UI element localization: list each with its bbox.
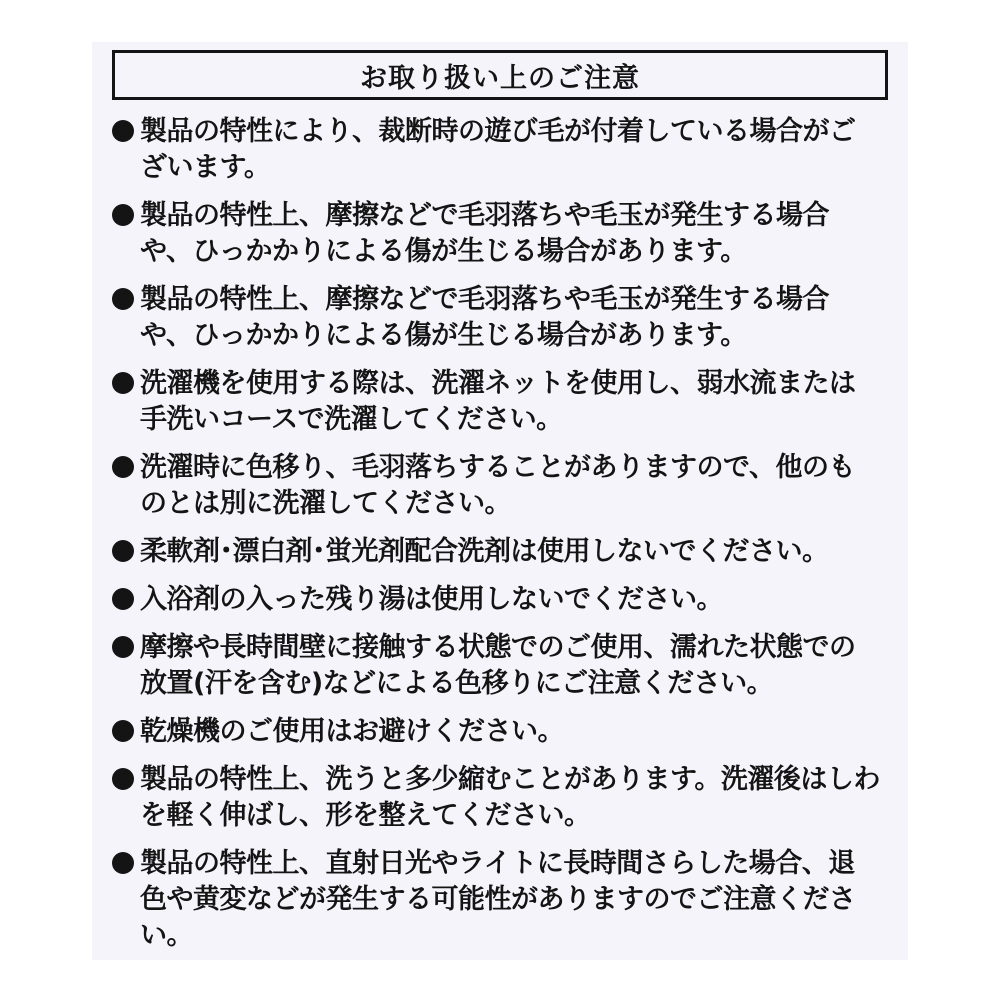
notice-text: 製品の特性上、洗うと多少縮むことがあります。洗濯後はしわを軽く伸ばし、形を整えてください。: [140, 764, 880, 831]
list-item: [112, 714, 888, 750]
list-item: [112, 282, 888, 354]
bullet-icon: [112, 372, 134, 394]
list-item: [112, 534, 888, 570]
bullet-icon: [112, 456, 134, 478]
list-item: [112, 582, 888, 618]
notice-text: 製品の特性上、摩擦などで毛羽落ちや毛玉が発生する場合や、ひっかかりによる傷が生じる場合があります。: [140, 284, 829, 351]
bullet-icon: [112, 540, 134, 562]
list-item: [112, 114, 888, 186]
notice-list: [112, 114, 888, 954]
page-title: お取り扱い上のご注意: [360, 62, 640, 94]
bullet-icon: [112, 120, 134, 142]
notice-text: 製品の特性上、直射日光やライトに長時間さらした場合、退色や黄変などが発生する可能性がありますのでご注意ください。: [140, 848, 856, 951]
notice-text: 乾燥機のご使用はお避けください。: [140, 716, 564, 747]
notice-text: 製品の特性上、摩擦などで毛羽落ちや毛玉が発生する場合や、ひっかかりによる傷が生じる場合があります。: [140, 200, 829, 267]
notice-text: 摩擦や長時間壁に接触する状態でのご使用、濡れた状態での放置(汗を含む)などによる色移りにご注意ください。: [140, 632, 856, 699]
list-item: [112, 630, 888, 702]
bullet-icon: [112, 588, 134, 610]
bullet-icon: [112, 204, 134, 226]
list-item: [112, 366, 888, 438]
notice-text: 洗濯機を使用する際は、洗濯ネットを使用し、弱水流または手洗いコースで洗濯してください。: [140, 368, 856, 435]
notice-text: 洗濯時に色移り、毛羽落ちすることがありますので、他のものとは別に洗濯してください。: [140, 452, 855, 519]
list-item: [112, 846, 888, 954]
list-item: [112, 762, 888, 834]
title-box: [112, 50, 888, 100]
care-notice-card: [92, 42, 908, 960]
bullet-icon: [112, 288, 134, 310]
notice-text: 柔軟剤･漂白剤･蛍光剤配合洗剤は使用しないでください。: [140, 536, 829, 567]
list-item: [112, 450, 888, 522]
list-item: [112, 198, 888, 270]
bullet-icon: [112, 852, 134, 874]
notice-text: 製品の特性により、裁断時の遊び毛が付着している場合がございます。: [140, 116, 856, 183]
bullet-icon: [112, 768, 134, 790]
bullet-icon: [112, 720, 134, 742]
notice-text: 入浴剤の入った残り湯は使用しないでください。: [140, 584, 723, 615]
bullet-icon: [112, 636, 134, 658]
